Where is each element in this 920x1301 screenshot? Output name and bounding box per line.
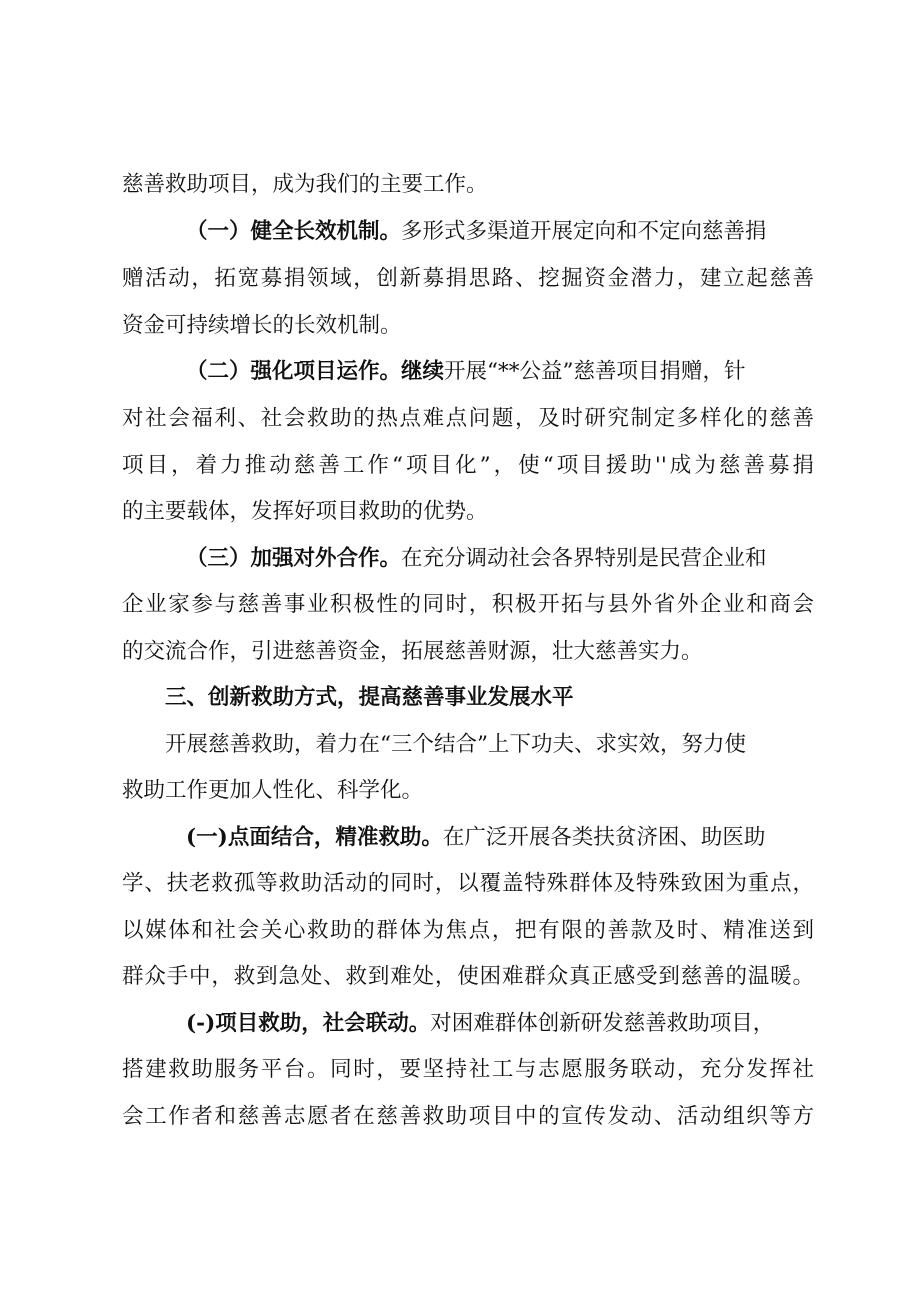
- text-line: [122, 1097, 814, 1137]
- line-text: 的交流合作，引进慈善资金，拓展慈善财源，壮大慈善实力。: [122, 639, 703, 664]
- line-text: 开展慈善救助，着力在“三个结合”上下功夫、求实效，努力使: [165, 732, 746, 757]
- text-line: [122, 165, 542, 205]
- subheading-title: (一)点面结合，精准救助。: [186, 825, 443, 850]
- line-text: 资金可持续增长的长效机制。: [122, 313, 402, 338]
- subheading-title: （一）健全长效机制。: [186, 219, 402, 244]
- line-text: 救助工作更加人性化、科学化。: [122, 778, 424, 803]
- text-line: [165, 725, 814, 765]
- subheading-line: [186, 818, 814, 858]
- text-line: [122, 399, 814, 439]
- subheading-line: [186, 212, 814, 252]
- subheading-title: （三）加强对外合作。: [186, 546, 402, 571]
- text-line: [122, 446, 814, 486]
- section-heading-text: 三、创新救助方式，提高慈善事业发展水平: [165, 685, 574, 710]
- line-text: 多形式多渠道开展定向和不定向慈善捐: [401, 219, 767, 244]
- text-line: [122, 585, 814, 625]
- line-text: 学、扶老救孤等救助活动的同时，以覆盖特殊群体及特殊致困为重点，: [122, 871, 814, 896]
- line-text: 的主要载体，发挥好项目救助的优势。: [122, 499, 488, 524]
- text-line: [122, 632, 742, 672]
- line-text: 慈善救助项目，成为我们的主要工作。: [122, 172, 488, 197]
- line-text: 赠活动，拓宽募捐领域，创新募捐思路、挖掘资金潜力，建立起慈善: [122, 266, 814, 291]
- line-text: 开展“**公益”慈善项目捐赠，针: [444, 359, 746, 384]
- line-text: 搭建救助服务平台。同时，要坚持社工与志愿服务联动，充分发挥社: [122, 1057, 814, 1082]
- text-line: [122, 864, 814, 904]
- line-text: 企业家参与慈善事业积极性的同时，积极开拓与县外省外企业和商会: [122, 592, 814, 617]
- line-text: 项目，着力推动慈善工作“项目化”，使“项目援助''成为慈善募捐: [122, 453, 814, 478]
- text-line: [122, 492, 542, 532]
- subheading-title: (-)项目救助，社会联动。: [186, 1011, 431, 1036]
- subheading-line: [186, 352, 814, 392]
- text-line: [122, 259, 814, 299]
- text-line: [122, 911, 814, 951]
- line-text: 在充分调动社会各界特别是民营企业和: [401, 546, 767, 571]
- line-text: 会工作者和慈善志愿者在慈善救助项目中的宣传发动、活动组织等方: [122, 1104, 814, 1129]
- text-line: [122, 1050, 814, 1090]
- text-line: [122, 771, 462, 811]
- line-text: 以媒体和社会关心救助的群体为焦点，把有限的善款及时、精准送到: [122, 918, 814, 943]
- line-text: 群众手中，救到急处、救到难处，使困难群众真正感受到慈善的温暖。: [122, 964, 814, 989]
- subheading-line: [186, 539, 814, 579]
- text-line: [122, 306, 462, 346]
- section-heading: [165, 678, 645, 718]
- subheading-line: [186, 1004, 814, 1044]
- line-text: 在广泛开展各类扶贫济困、助医助: [442, 825, 766, 850]
- text-line: [122, 957, 814, 997]
- line-text: 对社会福利、社会救助的热点难点问题，及时研究制定多样化的慈善: [122, 406, 814, 431]
- subheading-title: （二）强化项目运作。继续: [186, 359, 445, 384]
- line-text: 对困难群体创新研发慈善救助项目，: [430, 1011, 775, 1036]
